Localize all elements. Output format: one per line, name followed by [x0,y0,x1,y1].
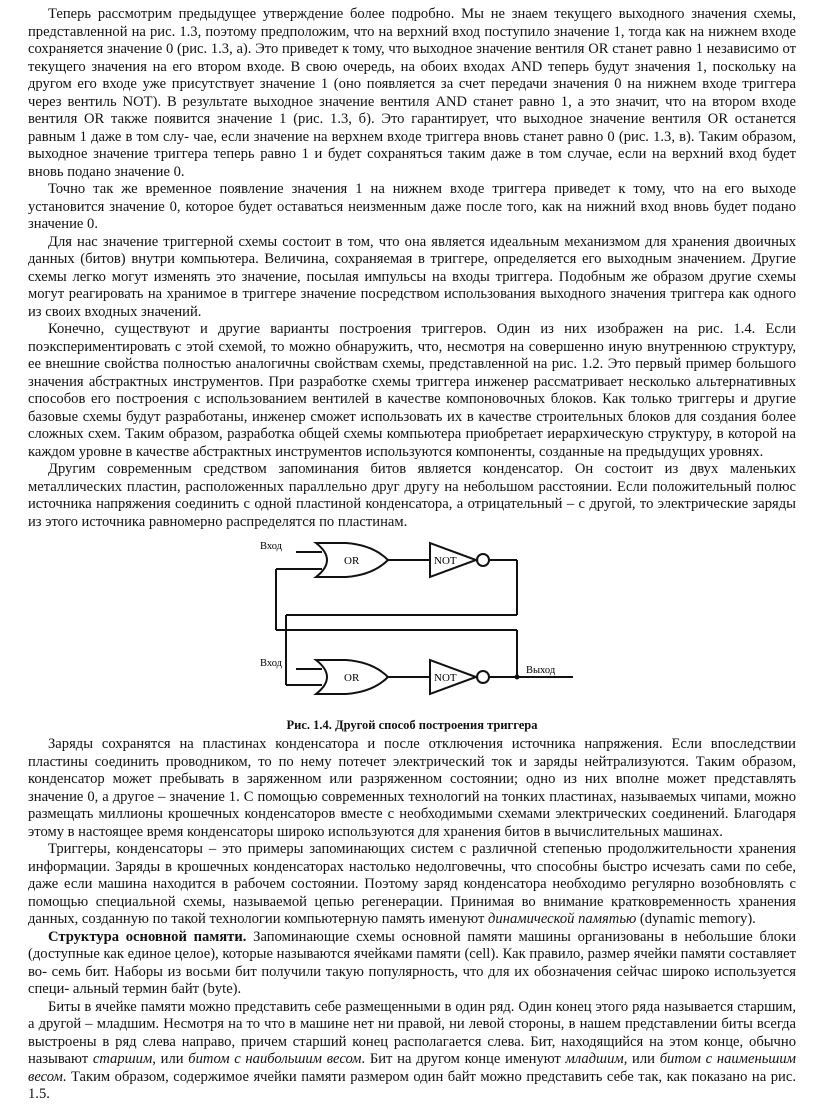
flip-flop-figure [28,535,796,717]
term-senior: старшим [92,1051,153,1067]
paragraph-2: Точно так же временное появление значения 1 на нижнем входе триггера приведет к тому, что на его выходе установится значение 0, которое будет оставаться неизменным даже после того, как на нижний вход вновь будет подано значение 0. [28,181,796,232]
output-label: Выход [526,665,556,676]
section-heading: Структура основной памяти. [48,928,247,945]
paragraph-1: Теперь рассмотрим предыдущее утверждение более подробно. Мы не знаем текущего выходного значения схемы, представленной на рис. 1.3, поэтому предположим, что на верхний вход поступило значение 1, тогда как на нижнем входе сохраняется значение 0 (рис. 1.3, а). Это приведет к тому, что выходное значение вентиля OR станет равно 1 независимо от текущего значения на его втором входе. В свою очередь, на обоих входах AND теперь будут значения 1, поскольку на другом его входе уже присутствует значение 1 (оно появляется за счет передачи значения 0 на нижнем входе триггера через вентиль NOT). В результате выходное значение вентиля AND станет равно 1, а это значит, что на втором входе вентиля OR также появится значение 1 (рис. 1.3, б). Это гарантирует, что выходное значение вентиля OR останется равным 1 даже в том слу- чае, если значение на верхнем входе триггера вновь станет равно 0 (рис. 1.3, в). Таким образом, выходное значение триггера теперь равно 1 и будет сохраняться таким даже в том случае, если на верхний вход будет вновь подано значение 0. [28,6,796,180]
dram-term: динамической памятью [488,911,637,927]
bits-text-1: Биты в ячейке памяти можно представить себе размещенными в один ряд. Один конец этого ряда называется старшим, а другой – младшим. Несмотря на то что в машине нет ни правой, ни левой стороны, в нашем представлении биты всегда выстроены в ряд слева направо, причем старший конец располагается слева. Бит, находящийся на этом конце, обычно называют [28,998,796,1067]
term-msb: битом с наибольшим весом [188,1051,362,1067]
term-junior: младшим [565,1051,624,1067]
paragraph-5: Другим современным средством запоминания битов является конденсатор. Он состоит из двух маленьких металлических пластин, расположенных параллельно друг другу на небольшом расстоянии. Если положительный полюс источника напряжения соединить с одной пластиной конденсатора, а отрицательный – с другой, то электрические заряды из этого источника равномерно распределятся по пластинам. [28,461,796,530]
dram-text-after: (dynamic memory). [636,911,756,927]
not-label-top: NOT [434,555,457,567]
bits-text-4: , или [623,1051,660,1067]
input-bottom-label: Вход [260,658,283,669]
bits-text-5: . Таким образом, содержимое ячейки памяти размером один байт можно представить себе так, как показано на рис. 1.5. [28,1068,796,1102]
paragraph-8 [28,929,796,999]
section-text: Запоминающие схемы основной памяти машины организованы в небольшие блоки (доступные как единое целое), которые называются ячейками памяти (cell). Как правило, размер ячейки памяти составляет во- семь бит. Наборы из восьми бит получили такую популярность, что для их обозначения сейчас широко используется специ- альный термин байт (byte). [28,928,797,997]
term-lsb: битом с наименьшим весом [28,1051,796,1085]
bits-text-3: . Бит на другом конце именуют [361,1051,566,1067]
input-top-label: Вход [260,541,283,552]
paragraph-9 [28,999,796,1104]
figure-caption: Рис. 1.4. Другой способ построения триггера [286,718,538,732]
bits-text-2: , или [152,1051,189,1067]
or-label-bottom: OR [344,672,360,684]
or-label-top: OR [344,555,360,567]
dram-text-before: Триггеры, конденсаторы – это примеры запоминающих систем с различной степенью продолжительности хранения информации. Заряды в крошечных конденсаторах настолько недолговечны, что способны быстро исчезать сами по себе, даже если машина находится в рабочем состоянии. Поэтому заряд конденсатора необходимо регулярно возобновлять с помощью специальной схемы, называемой цепью регенерации. Принимая во внимание кратковременность хранения данных, созданную по такой технологии компьютерную память именуют [28,841,796,927]
document-page [28,6,796,1104]
paragraph-4: Конечно, существуют и другие варианты построения триггеров. Один из них изображен на рис. 1.4. Если поэкспериментировать с этой схемой, то можно обнаружить, что, несмотря на совершенно иную внутреннюю структуру, ее внешние свойства полностью аналогичны свойствам схемы, представленной на рис. 1.2. Это первый пример большого значения абстрактных инструментов. При разработке схемы триггера инженер рассматривает несколько альтернативных способов его построения с использованием вентилей в качестве компоновочных блоков. Как только триггеры и другие базовые схемы будут разработаны, инженер сможет использовать их в качестве строительных блоков для создания более сложных схем. Таким образом, разработка общей схемы компьютера приобретает иерархическую структуру, в которой на каждом уровне в качестве абстрактных инструментов используются компоненты, созданные на предыдущих уровнях. [28,321,796,460]
not-label-bottom: NOT [434,672,457,684]
paragraph-6: Заряды сохранятся на пластинах конденсатора и после отключения источника напряжения. Если впоследствии пластины соединить проводником, то по нему потечет электрический ток и заряды нейтрализуются. Таким образом, конденсатор может пребывать в заряженном или разряженном состоянии; одно из них вполне может представлять значение 0, а другое – значение 1. С помощью современных технологий на тонких пластинах, называемых чипами, можно размещать миллионы крошечных конденсаторов вместе с необходимыми схемами электрических соединений. Благодаря этому в настоящее время конденсаторы широко используются для хранения битов в вычислительных машинах. [28,736,796,840]
paragraph-7 [28,841,796,929]
paragraph-3: Для нас значение триггерной схемы состоит в том, что она является идеальным механизмом для хранения двоичных данных (битов) внутри компьютера. Величина, сохраняемая в триггере, определяется его выходным значением. Другие схемы легко могут изменять это значение, посылая импульсы на входы триггера. Подобным же образом другие схемы могут реагировать на хранимое в триггере значение посредством использования выходного значения триггера как одного из своих входных значений. [28,233,796,320]
flip-flop-diagram [28,535,796,717]
